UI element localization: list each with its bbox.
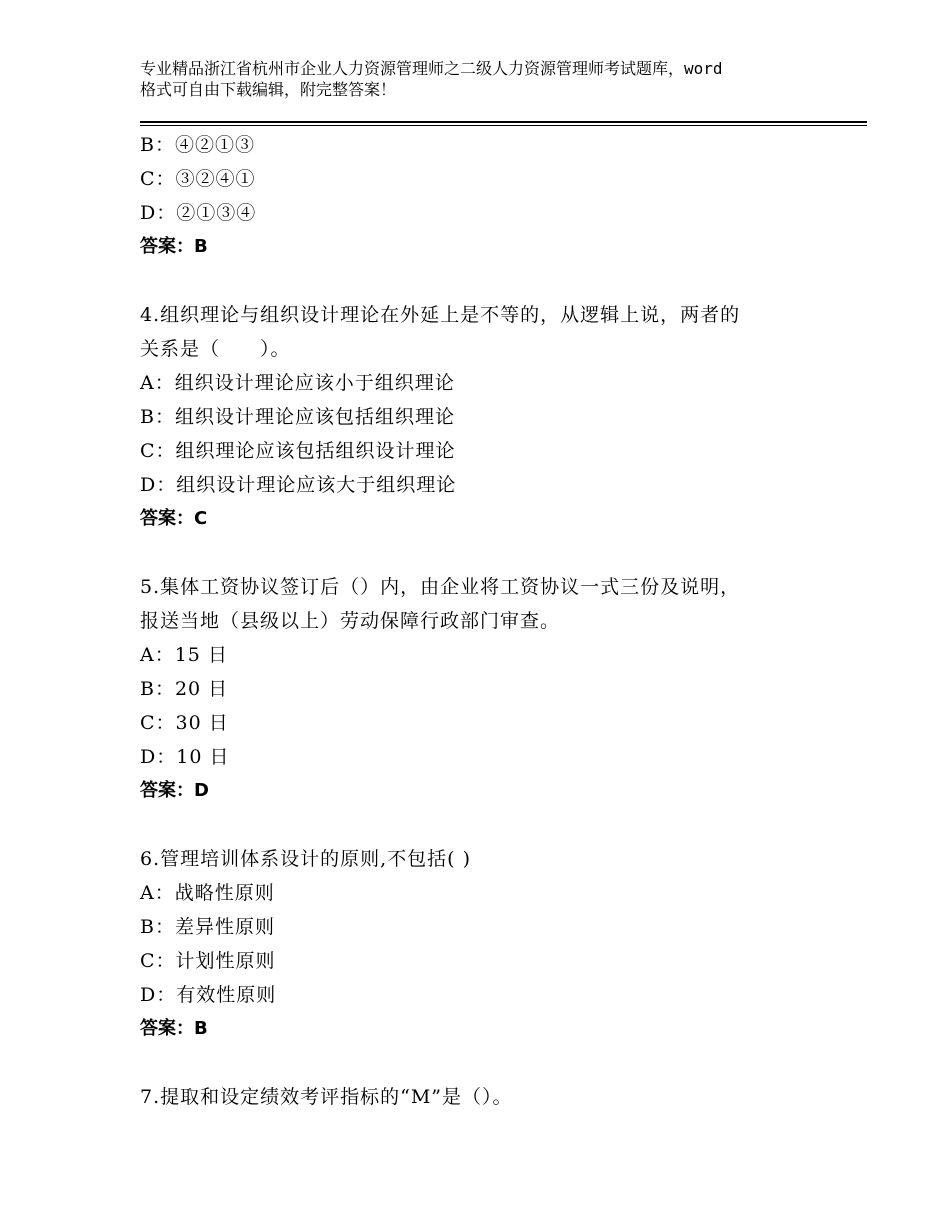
question-stem: 5.集体工资协议签订后（）内，由企业将工资协议一式三份及说明， bbox=[140, 576, 741, 598]
header-title-line-1: 专业精品浙江省杭州市企业人力资源管理师之二级人力资源管理师考试题库，word bbox=[140, 59, 723, 78]
answer-label: 答案：C bbox=[140, 508, 208, 529]
spacer bbox=[140, 1046, 830, 1080]
question-stem: 7.提取和设定绩效考评指标的“M”是（）。 bbox=[140, 1086, 513, 1108]
option-d: D：10 日 bbox=[140, 746, 230, 768]
question-3-tail bbox=[140, 128, 830, 264]
question-stem: 关系是（ ）。 bbox=[140, 338, 291, 360]
option-c: C：计划性原则 bbox=[140, 950, 276, 972]
question-6 bbox=[140, 842, 830, 1046]
option-b: B：④②①③ bbox=[140, 134, 255, 156]
spacer bbox=[140, 808, 830, 842]
header-divider-thick bbox=[140, 121, 867, 123]
answer-label: 答案：B bbox=[140, 236, 208, 257]
option-c: C：组织理论应该包括组织设计理论 bbox=[140, 440, 456, 462]
spacer bbox=[140, 264, 830, 298]
option-b: B：差异性原则 bbox=[140, 916, 275, 938]
answer-label: 答案：D bbox=[140, 780, 209, 801]
header-title-line-2: 格式可自由下载编辑，附完整答案！ bbox=[140, 80, 397, 99]
question-list bbox=[140, 128, 830, 1114]
option-a: A：组织设计理论应该小于组织理论 bbox=[140, 372, 455, 394]
question-stem: 报送当地（县级以上）劳动保障行政部门审查。 bbox=[140, 610, 561, 632]
option-d: D：有效性原则 bbox=[140, 984, 277, 1006]
header-divider-thin bbox=[140, 125, 867, 126]
answer-label: 答案：B bbox=[140, 1018, 208, 1039]
question-stem: 4.组织理论与组织设计理论在外延上是不等的，从逻辑上说，两者的 bbox=[140, 304, 741, 326]
option-b: B：组织设计理论应该包括组织理论 bbox=[140, 406, 455, 428]
option-c: C：30 日 bbox=[140, 712, 229, 734]
question-5 bbox=[140, 570, 830, 808]
spacer bbox=[140, 536, 830, 570]
question-stem: 6.管理培训体系设计的原则,不包括( ) bbox=[140, 848, 472, 870]
option-d: D：②①③④ bbox=[140, 202, 257, 224]
document-header bbox=[140, 58, 830, 100]
option-a: A：战略性原则 bbox=[140, 882, 275, 904]
option-a: A：15 日 bbox=[140, 644, 228, 666]
question-4 bbox=[140, 298, 830, 536]
question-7 bbox=[140, 1080, 830, 1114]
option-d: D：组织设计理论应该大于组织理论 bbox=[140, 474, 457, 496]
option-c: C：③②④① bbox=[140, 168, 256, 190]
option-b: B：20 日 bbox=[140, 678, 229, 700]
